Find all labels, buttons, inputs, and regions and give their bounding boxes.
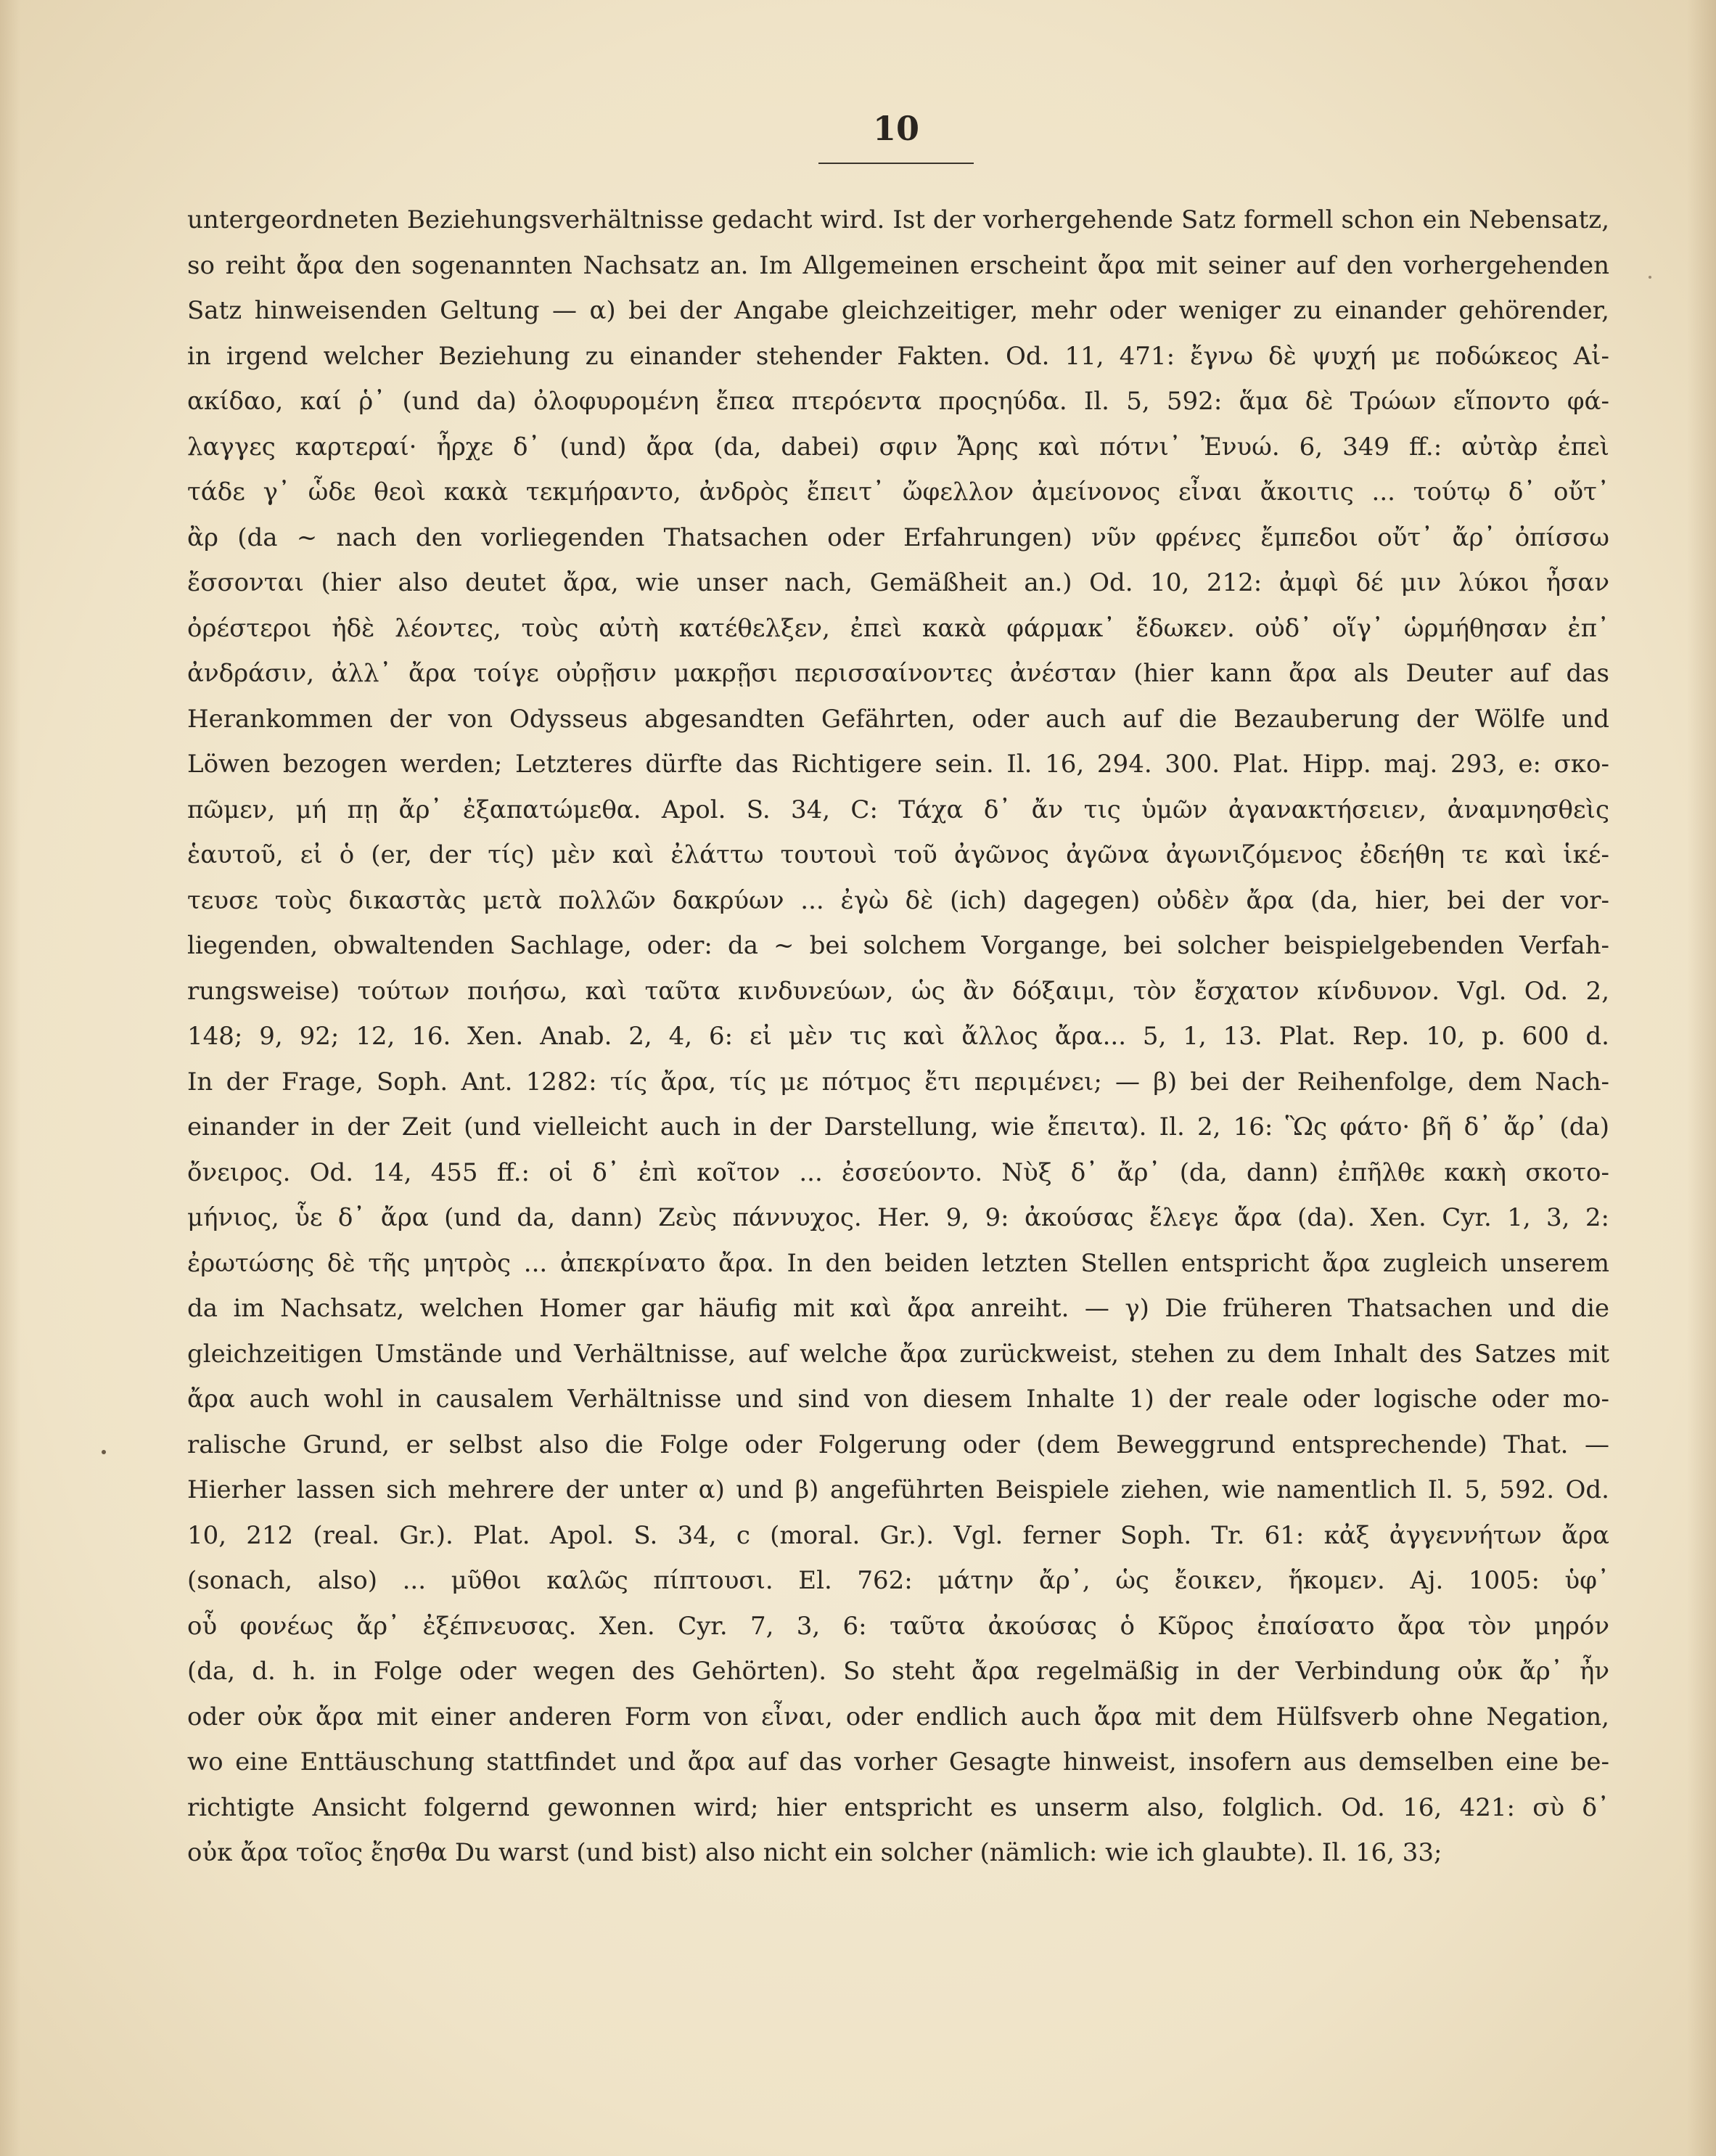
text-line: ὄνειρος. Od. 14, 455 ff.: οἱ δ᾽ ἐπὶ κοῖτον ... ἐσσεύοντο. Νὺξ δ᾽ ἄρ᾽ (da, dann) ἐπῆλθε κακὴ σκοτο- (187, 1157, 1609, 1187)
page-edge-shadow-left (0, 0, 20, 2156)
page-edge-shadow-right (1687, 0, 1716, 2156)
text-line: Hierher lassen sich mehrere der unter α) und β) angeführten Beispiele ziehen, wie namentlich Il. 5, 592. Od. (187, 1475, 1609, 1504)
text-line: richtigte Ansicht folgernd gewonnen wird; hier entspricht es unserm also, folglich. Od. 16, 421: σὺ δ᾽ (187, 1792, 1609, 1822)
text-line: ἔσσονται (hier also deutet ἄρα, wie unser nach, Gemäßheit an.) Od. 10, 212: ἀμφὶ δέ μιν λύκοι ἦσαν (187, 568, 1609, 597)
text-line: da im Nachsatz, welchen Homer gar häufig mit καὶ ἄρα anreiht. — γ) Die früheren Thatsachen und die (187, 1294, 1609, 1323)
text-line: gleichzeitigen Umstände und Verhältnisse, auf welche ἄρα zurückweist, stehen zu dem Inhalt des Satzes mit (187, 1339, 1609, 1369)
text-line: μήνιος, ὗε δ᾽ ἄρα (und da, dann) Ζεὺς πάννυχος. Her. 9, 9: ἀκούσας ἔλεγε ἄρα (da). Xen. Cyr. 1, 3, 2: (187, 1203, 1609, 1232)
text-line: liegenden, obwaltenden Sachlage, oder: da ~ bei solchem Vorgange, bei solcher beispielgebenden Verfah- (187, 931, 1609, 960)
text-line: τευσε τοὺς δικαστὰς μετὰ πολλῶν δακρύων ... ἐγὼ δὲ (ich) dagegen) οὐδὲν ἄρα (da, hier, bei der vor- (187, 885, 1609, 915)
text-line: ακίδαο, καί ῥ᾽ (und da) ὀλοφυρομένη ἔπεα πτερόεντα προςηύδα. Il. 5, 592: ἅμα δὲ Τρώων εἵποντο φά- (187, 387, 1609, 416)
text-line: πῶμεν, μή πῃ ἄρ᾽ ἐξαπατώμεθα. Apol. S. 34, C: Τάχα δ᾽ ἄν τις ὑμῶν ἀγανακτήσειεν, ἀναμνησθεὶς (187, 795, 1609, 824)
text-line: ὀρέστεροι ἠδὲ λέοντες, τοὺς αὐτὴ κατέθελξεν, ἐπεὶ κακὰ φάρμακ᾽ ἔδωκεν. οὐδ᾽ οἵγ᾽ ὡρμήθησαν ἐπ᾽ (187, 613, 1609, 643)
page-number: 10 (872, 109, 919, 148)
text-line: ἄρα auch wohl in causalem Verhältnisse und sind von diesem Inhalte 1) der reale oder logische oder mo- (187, 1385, 1609, 1414)
text-line: ἐρωτώσης δὲ τῆς μητρὸς ... ἀπεκρίνατο ἄρα. In den beiden letzten Stellen entspricht ἄρα zugleich unserem (187, 1248, 1609, 1278)
text-line: λαγγες καρτεραί· ἦρχε δ᾽ (und) ἄρα (da, dabei) σφιν Ἄρης καὶ πότνι᾽ Ἐνυώ. 6, 349 ff.: αὐτὰρ ἐπεὶ (187, 432, 1609, 462)
text-line: οὗ φονέως ἄρ᾽ ἐξέπνευσας. Xen. Cyr. 7, 3, 6: ταῦτα ἀκούσας ὁ Κῦρος ἐπαίσατο ἄρα τὸν μηρόν (187, 1611, 1609, 1641)
text-line: rungsweise) τούτων ποιήσω, καὶ ταῦτα κινδυνεύων, ὡς ἂν δόξαιμι, τὸν ἔσχατον κίνδυνον. Vgl. Od. 2, (187, 976, 1609, 1006)
text-line: ἂρ (da ~ nach den vorliegenden Thatsachen oder Erfahrungen) νῦν φρένες ἔμπεδοι οὔτ᾽ ἄρ᾽ ὀπίσσω (187, 522, 1609, 552)
text-line: τάδε γ᾽ ὧδε θεοὶ κακὰ τεκμήραντο, ἀνδρὸς ἔπειτ᾽ ὤφελλον ἀμείνονος εἶναι ἄκοιτις ... τούτῳ δ᾽ οὔτ᾽ (187, 477, 1609, 507)
text-line: (da, d. h. in Folge oder wegen des Gehörten). So steht ἄρα regelmäßig in der Verbindung οὐκ ἄρ᾽ ἦν (187, 1657, 1609, 1686)
text-line: ἀνδράσιν, ἀλλ᾽ ἄρα τοίγε οὐρῇσιν μακρῇσι περισσαίνοντες ἀνέσταν (hier kann ἄρα als Deuter auf das (187, 659, 1609, 688)
text-line: einander in der Zeit (und vielleicht auch in der Darstellung, wie ἔπειτα). Il. 2, 16: Ὣς φάτο· βῆ δ᾽ ἄρ᾽ (da) (187, 1112, 1609, 1141)
text-line: ἑαυτοῦ, εἰ ὁ (er, der τίς) μὲν καὶ ἐλάττω τουτουὶ τοῦ ἀγῶνος ἀγῶνα ἀγωνιζόμενος ἐδεήθη τε καὶ ἱκέ- (187, 840, 1609, 869)
text-line: οὐκ ἄρα τοῖος ἔησθα Du warst (und bist) also nicht ein solcher (nämlich: wie ich glaubte). Il. 16, 33; (187, 1838, 1442, 1867)
ink-speck (1649, 276, 1651, 279)
text-line: wo eine Enttäuschung stattfindet und ἄρα auf das vorher Gesagte hinweist, insofern aus demselben eine be- (187, 1747, 1609, 1776)
text-line: so reiht ἄρα den sogenannten Nachsatz an. Im Allgemeinen erscheint ἄρα mit seiner auf den vorhergehenden (187, 250, 1609, 280)
body-text (187, 197, 1609, 1876)
text-line: In der Frage, Soph. Ant. 1282: τίς ἄρα, τίς με πότμος ἔτι περιμένει; — β) bei der Reihenfolge, dem Nach- (187, 1067, 1609, 1097)
text-line: 148; 9, 92; 12, 16. Xen. Anab. 2, 4, 6: εἰ μὲν τις καὶ ἄλλος ἄρα... 5, 1, 13. Plat. Rep. 10, p. 600 d. (187, 1022, 1609, 1051)
text-line: in irgend welcher Beziehung zu einander stehender Fakten. Od. 11, 471: ἔγνω δὲ ψυχή με ποδώκεος Αἰ- (187, 341, 1609, 371)
text-line: (sonach, also) ... μῦθοι καλῶς πίπτουσι. El. 762: μάτην ἄρ᾽, ὡς ἔοικεν, ἥκομεν. Aj. 1005: ὑφ᾽ (187, 1566, 1609, 1595)
text-line: Löwen bezogen werden; Letzteres dürfte das Richtigere sein. Il. 16, 294. 300. Plat. Hipp. maj. 293, e: σκο- (187, 750, 1609, 779)
text-line: Herankommen der von Odysseus abgesandten Gefährten, oder auch auf die Bezauberung der Wölfe und (187, 704, 1609, 734)
page-number-rule (818, 163, 974, 164)
text-line: oder οὐκ ἄρα mit einer anderen Form von εἶναι, oder endlich auch ἄρα mit dem Hülfsverb ohne Negation, (187, 1702, 1609, 1731)
text-line: 10, 212 (real. Gr.). Plat. Apol. S. 34, c (moral. Gr.). Vgl. ferner Soph. Tr. 61: κἀξ ἀγγεννήτων ἄρα (187, 1520, 1609, 1550)
ink-speck (102, 1450, 106, 1454)
text-line: untergeordneten Beziehungsverhältnisse gedacht wird. Ist der vorhergehende Satz formell schon ein Nebensatz, (187, 205, 1609, 234)
text-line: Satz hinweisenden Geltung — α) bei der Angabe gleichzeitiger, mehr oder weniger zu einander gehörender, (187, 296, 1609, 325)
text-line: ralische Grund, er selbst also die Folge oder Folgerung oder (dem Beweggrund entsprechende) That. — (187, 1430, 1609, 1459)
